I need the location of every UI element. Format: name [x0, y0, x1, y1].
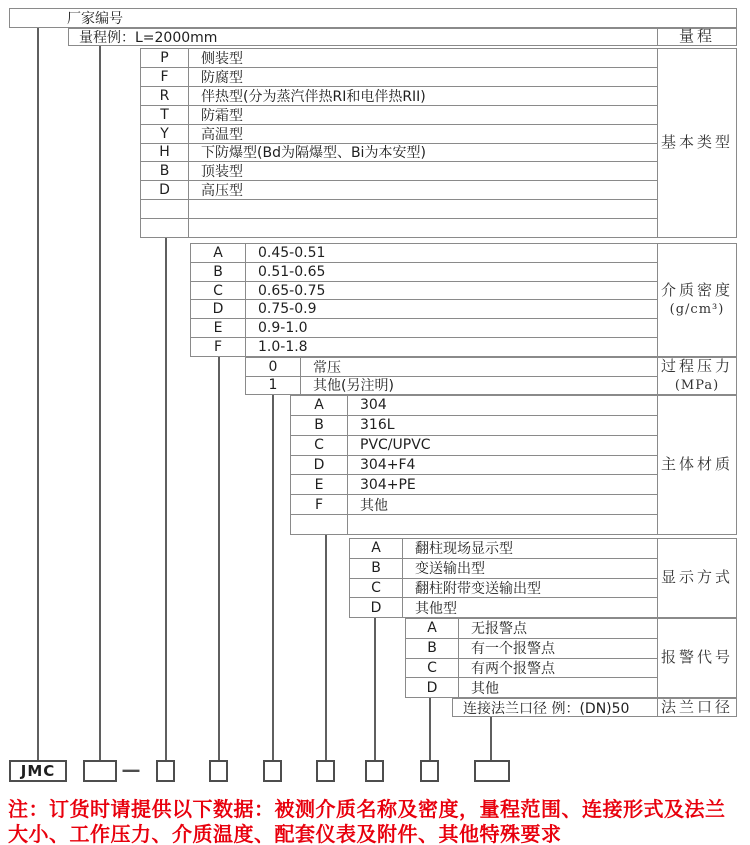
option-desc: 翻柱附带变送输出型 — [415, 580, 541, 597]
basic-type-label-cell — [657, 49, 736, 237]
code-box-material — [316, 760, 335, 782]
option-code: R — [141, 87, 189, 105]
option-row — [141, 125, 657, 144]
code-box-pressure — [263, 760, 282, 782]
option-code — [141, 200, 189, 218]
option-row — [291, 475, 657, 495]
option-desc: 变送输出型 — [415, 561, 485, 578]
option-code — [291, 515, 348, 534]
option-desc: 0.51-0.65 — [258, 263, 326, 280]
density-options — [191, 244, 657, 356]
option-code: A — [291, 396, 348, 415]
option-desc: 1.0-1.8 — [258, 339, 308, 356]
option-code: C — [191, 282, 246, 300]
option-code: 0 — [246, 358, 301, 376]
option-desc: 其他型 — [415, 600, 457, 617]
order-note — [8, 797, 750, 845]
material-options — [291, 396, 657, 534]
section-flange-size — [452, 698, 737, 717]
dash-separator: — — [121, 759, 141, 781]
option-desc: 0.65-0.75 — [258, 282, 326, 299]
section-sublabel-text: (g/cm³) — [669, 301, 725, 317]
option-code: B — [291, 416, 348, 435]
option-code: A — [350, 539, 403, 558]
model-prefix-text: JMC — [20, 762, 56, 780]
option-desc — [189, 219, 657, 237]
option-desc: 伴热型(分为蒸汽伴热RI和电伴热RII) — [201, 88, 426, 105]
option-row — [406, 678, 657, 697]
section-label-text: 显示方式 — [660, 568, 733, 587]
option-code: D — [350, 598, 403, 617]
option-row — [350, 579, 657, 599]
code-box-alarm — [420, 760, 439, 782]
option-row — [191, 338, 657, 356]
option-desc — [189, 200, 657, 218]
option-code: A — [406, 619, 459, 638]
connector-line-material — [325, 535, 327, 760]
option-row — [291, 495, 657, 515]
option-row — [350, 539, 657, 559]
option-row — [406, 619, 657, 639]
option-row — [191, 244, 657, 263]
option-desc: 0.45-0.51 — [258, 244, 326, 261]
option-code: F — [141, 68, 189, 86]
connector-line-basic-type — [165, 238, 167, 760]
connector-line-alarm — [429, 698, 431, 760]
order-note-line-1: 注：订货时请提供以下数据：被测介质名称及密度，量程范围、连接形式及法兰 — [8, 797, 726, 821]
basic-type-options — [141, 49, 657, 237]
pressure-label-cell — [657, 358, 736, 394]
option-row — [141, 200, 657, 219]
section-sublabel-text: (MPa) — [674, 377, 720, 393]
manufacturer-row — [9, 8, 737, 28]
option-code: H — [141, 144, 189, 162]
connector-line-range — [99, 46, 101, 760]
connector-line-density — [218, 357, 220, 760]
option-desc: 侧装型 — [201, 50, 243, 67]
option-code: T — [141, 106, 189, 124]
option-code: E — [191, 319, 246, 337]
option-row — [141, 106, 657, 125]
display-mode-label-cell — [657, 539, 736, 617]
option-code: Y — [141, 125, 189, 143]
section-label-text: 介质密度 — [660, 281, 733, 300]
section-label-text: 过程压力 — [660, 357, 733, 376]
option-desc: 下防爆型(Bd为隔爆型、Bi为本安型) — [201, 145, 426, 162]
option-code: B — [406, 639, 459, 658]
option-code: B — [141, 162, 189, 180]
flange-label-cell — [657, 699, 736, 716]
connector-line-manufacturer — [37, 28, 39, 760]
option-desc: 高压型 — [201, 183, 243, 200]
option-desc: 有一个报警点 — [471, 641, 555, 658]
option-row — [141, 49, 657, 68]
option-row — [141, 144, 657, 163]
option-code — [141, 219, 189, 237]
section-label-text: 报警代号 — [660, 648, 733, 667]
section-medium-density — [190, 243, 737, 357]
option-desc: 304 — [360, 397, 387, 414]
option-code: 1 — [246, 377, 301, 395]
code-box-display — [365, 760, 384, 782]
density-label-cell — [657, 244, 736, 356]
option-row — [191, 319, 657, 338]
option-code: A — [191, 244, 246, 262]
option-row — [291, 456, 657, 476]
code-box-range — [83, 760, 117, 782]
option-row — [350, 559, 657, 579]
option-code: D — [406, 678, 459, 697]
flange-size-text: 连接法兰口径 例：(DN)50 — [463, 700, 630, 717]
option-code: D — [191, 300, 246, 318]
option-row — [350, 598, 657, 617]
option-desc: 有两个报警点 — [471, 660, 555, 677]
option-desc: 常压 — [313, 359, 341, 376]
option-row — [246, 358, 657, 377]
option-code: D — [291, 456, 348, 475]
option-row — [191, 263, 657, 282]
option-row — [141, 162, 657, 181]
option-desc: PVC/UPVC — [360, 437, 431, 454]
range-example-text: 量程例：L=2000mm — [79, 30, 218, 46]
option-code: C — [350, 579, 403, 598]
option-desc: 316L — [360, 417, 395, 434]
option-desc: 其他 — [471, 680, 499, 697]
option-desc: 防腐型 — [201, 69, 243, 86]
option-desc: 0.75-0.9 — [258, 301, 317, 318]
option-desc: 0.9-1.0 — [258, 320, 308, 337]
section-label-text: 基本类型 — [660, 133, 733, 152]
option-row — [291, 515, 657, 534]
option-row — [141, 87, 657, 106]
option-row — [291, 416, 657, 436]
code-box-density — [209, 760, 228, 782]
option-code: P — [141, 49, 189, 67]
connector-line-pressure — [272, 395, 274, 760]
option-row — [246, 377, 657, 395]
section-process-pressure — [245, 357, 737, 395]
option-row — [191, 282, 657, 301]
alarm-options — [406, 619, 657, 697]
range-label-cell — [657, 29, 736, 45]
section-label-text: 法兰口径 — [660, 697, 733, 716]
option-code: B — [191, 263, 246, 281]
order-note-line-2: 大小、工作压力、介质温度、配套仪表及附件、其他特殊要求 — [8, 822, 562, 845]
option-desc: 高温型 — [201, 126, 243, 143]
section-label-text: 主体材质 — [660, 455, 733, 474]
option-row — [141, 181, 657, 200]
option-code: F — [291, 495, 348, 514]
option-code: B — [350, 559, 403, 578]
option-desc: 其他(另注明) — [313, 378, 394, 394]
manufacturer-row-label: 厂家编号 — [67, 11, 123, 27]
display-mode-options — [350, 539, 657, 617]
range-label-text: 量程 — [678, 27, 715, 46]
connector-line-flange — [490, 717, 492, 760]
option-code: C — [291, 436, 348, 455]
section-display-mode — [349, 538, 737, 618]
option-row — [291, 396, 657, 416]
option-desc: 其他 — [360, 497, 388, 514]
option-code: F — [191, 338, 246, 356]
option-code: C — [406, 659, 459, 678]
option-row — [406, 639, 657, 659]
material-label-cell — [657, 396, 736, 534]
connector-line-display — [374, 618, 376, 760]
option-row — [191, 300, 657, 319]
option-desc — [348, 515, 657, 534]
option-desc: 翻柱现场显示型 — [415, 541, 513, 558]
pressure-options — [246, 358, 657, 394]
option-desc: 无报警点 — [471, 621, 527, 638]
option-desc: 防霜型 — [201, 107, 243, 124]
option-row — [141, 219, 657, 237]
option-desc: 顶装型 — [201, 164, 243, 181]
option-code: E — [291, 475, 348, 494]
range-example-row — [68, 28, 737, 46]
alarm-label-cell — [657, 619, 736, 697]
option-desc: 304+PE — [360, 476, 416, 493]
code-box-flange — [474, 760, 510, 782]
model-prefix-box — [9, 760, 67, 782]
section-alarm-code — [405, 618, 737, 698]
option-row — [406, 659, 657, 679]
code-box-basic-type — [156, 760, 175, 782]
option-row — [291, 436, 657, 456]
option-code: D — [141, 181, 189, 199]
option-row — [141, 68, 657, 87]
section-body-material — [290, 395, 737, 535]
section-basic-type — [140, 48, 737, 238]
option-desc: 304+F4 — [360, 457, 416, 473]
